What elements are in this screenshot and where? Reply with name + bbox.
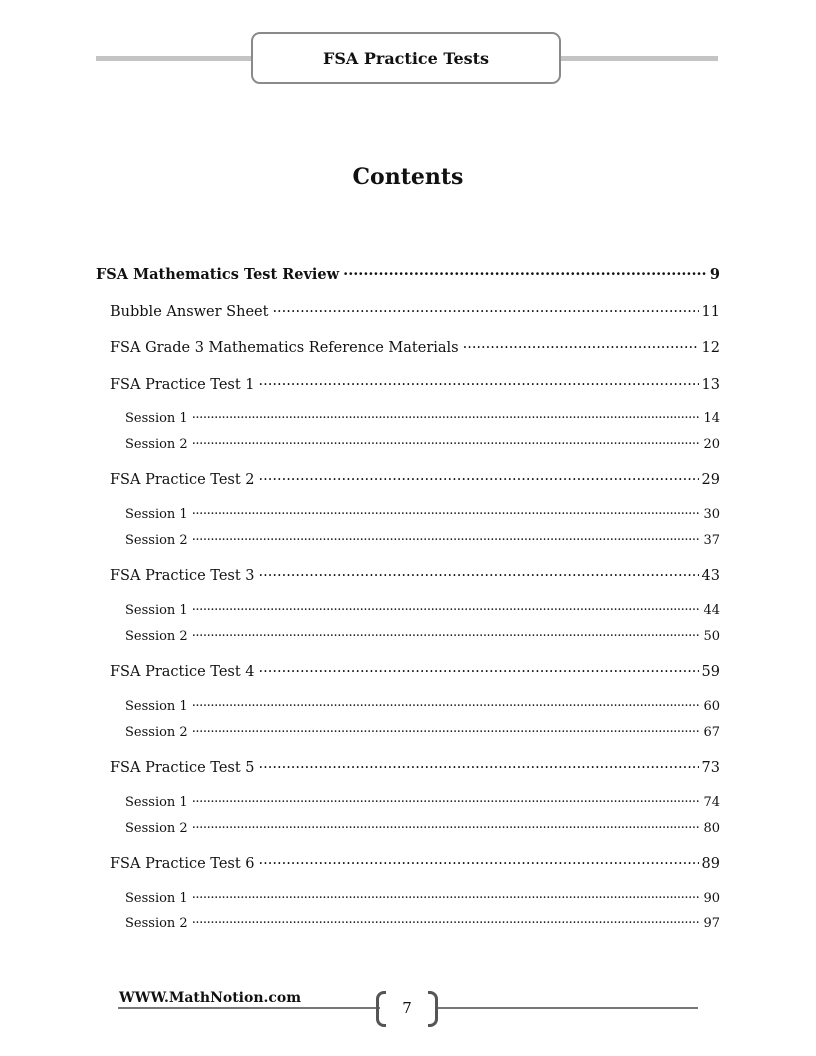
page-title: Contents xyxy=(352,164,464,190)
toc-leader-dots xyxy=(259,853,699,868)
toc-entry-test-3-session-2[interactable] xyxy=(125,627,720,644)
toc-entry-page: 97 xyxy=(703,916,720,931)
header-title: FSA Practice Tests xyxy=(322,48,490,68)
toc-leader-dots xyxy=(192,723,701,736)
toc-entry-practice-test-4[interactable] xyxy=(110,661,720,680)
toc-entry-test-review[interactable] xyxy=(96,264,720,283)
toc-entry-practice-test-3[interactable] xyxy=(110,565,720,584)
toc-entry-label: Session 1 xyxy=(125,699,188,714)
toc-entry-label: Session 2 xyxy=(125,916,188,931)
toc-leader-dots xyxy=(259,469,699,484)
toc-leader-dots xyxy=(272,301,698,316)
toc-entry-label: Session 1 xyxy=(125,891,188,906)
toc-entry-label: FSA Practice Test 2 xyxy=(110,471,255,488)
toc-entry-label: FSA Practice Test 5 xyxy=(110,759,255,776)
toc-entry-test-6-session-1[interactable] xyxy=(125,889,720,906)
page-number: 7 xyxy=(402,999,412,1017)
toc-entry-test-2-session-2[interactable] xyxy=(125,531,720,548)
toc-entry-page: 37 xyxy=(703,533,720,548)
toc-leader-dots xyxy=(192,914,701,927)
toc-entry-practice-test-2[interactable] xyxy=(110,469,720,488)
toc-leader-dots xyxy=(343,264,707,279)
toc-entry-reference-materials[interactable] xyxy=(110,337,720,356)
toc-entry-test-4-session-1[interactable] xyxy=(125,697,720,714)
toc-entry-label: FSA Practice Test 6 xyxy=(110,855,255,872)
toc-entry-test-1-session-1[interactable] xyxy=(125,409,720,426)
toc-entry-page: 60 xyxy=(703,699,720,714)
toc-entry-page: 67 xyxy=(703,725,720,740)
toc-entry-page: 50 xyxy=(703,629,720,644)
header-rule-right xyxy=(561,56,718,61)
footer-rule-right xyxy=(436,1007,698,1009)
toc-entry-page: 73 xyxy=(701,759,720,776)
footer-rule-left xyxy=(118,1007,380,1009)
toc-entry-practice-test-6[interactable] xyxy=(110,853,720,872)
header-rule-left xyxy=(96,56,254,61)
toc-leader-dots xyxy=(192,627,701,640)
toc-entry-page: 80 xyxy=(703,821,720,836)
toc-entry-label: FSA Practice Test 4 xyxy=(110,663,255,680)
toc-entry-label: Session 1 xyxy=(125,603,188,618)
toc-entry-page: 12 xyxy=(701,339,720,356)
toc-entry-label: FSA Grade 3 Mathematics Reference Materials xyxy=(110,339,459,356)
toc-entry-page: 90 xyxy=(703,891,720,906)
toc-entry-page: 14 xyxy=(703,411,720,426)
toc-entry-label: Session 1 xyxy=(125,507,188,522)
toc-entry-page: 30 xyxy=(703,507,720,522)
toc-entry-label: Session 1 xyxy=(125,795,188,810)
toc-leader-dots xyxy=(463,337,699,352)
toc-entry-label: Session 2 xyxy=(125,629,188,644)
toc-leader-dots xyxy=(192,819,701,832)
toc-entry-page: 29 xyxy=(701,471,720,488)
toc-entry-page: 13 xyxy=(701,376,720,393)
toc-entry-label: FSA Practice Test 3 xyxy=(110,567,255,584)
toc-leader-dots xyxy=(259,757,699,772)
toc-entry-practice-test-5[interactable] xyxy=(110,757,720,776)
toc-entry-label: Bubble Answer Sheet xyxy=(110,303,269,320)
footer-website: WWW.MathNotion.com xyxy=(119,990,302,1006)
toc-entry-label: FSA Practice Test 1 xyxy=(110,376,255,393)
toc-leader-dots xyxy=(192,697,701,710)
toc-entry-page: 9 xyxy=(709,265,720,283)
toc-leader-dots xyxy=(259,661,699,676)
toc-entry-page: 44 xyxy=(703,603,720,618)
toc-leader-dots xyxy=(192,793,701,806)
toc-entry-bubble-sheet[interactable] xyxy=(110,301,720,320)
toc-entry-practice-test-1[interactable] xyxy=(110,374,720,393)
toc-entry-test-6-session-2[interactable] xyxy=(125,914,720,931)
toc-entry-page: 59 xyxy=(701,663,720,680)
toc-entry-page: 74 xyxy=(703,795,720,810)
toc-entry-test-1-session-2[interactable] xyxy=(125,435,720,452)
toc-leader-dots xyxy=(192,889,701,902)
footer-bracket-right xyxy=(428,991,438,1027)
toc-entry-page: 43 xyxy=(701,567,720,584)
toc-entry-label: FSA Mathematics Test Review xyxy=(96,265,340,283)
toc-entry-label: Session 2 xyxy=(125,437,188,452)
toc-entry-label: Session 2 xyxy=(125,725,188,740)
toc-entry-test-5-session-1[interactable] xyxy=(125,793,720,810)
toc-leader-dots xyxy=(192,531,701,544)
toc-leader-dots xyxy=(192,601,701,614)
toc-leader-dots xyxy=(259,374,699,389)
toc-entry-label: Session 1 xyxy=(125,411,188,426)
header-box xyxy=(251,32,561,84)
toc-entry-page: 20 xyxy=(703,437,720,452)
toc-entry-test-2-session-1[interactable] xyxy=(125,505,720,522)
toc-leader-dots xyxy=(192,505,701,518)
toc-leader-dots xyxy=(259,565,699,580)
toc-entry-test-5-session-2[interactable] xyxy=(125,819,720,836)
toc-entry-label: Session 2 xyxy=(125,533,188,548)
toc-entry-label: Session 2 xyxy=(125,821,188,836)
toc-entry-page: 89 xyxy=(701,855,720,872)
toc-entry-test-3-session-1[interactable] xyxy=(125,601,720,618)
toc-leader-dots xyxy=(192,435,701,448)
footer-bracket-left xyxy=(376,991,386,1027)
toc-leader-dots xyxy=(192,409,701,422)
toc-entry-page: 11 xyxy=(701,303,720,320)
toc-entry-test-4-session-2[interactable] xyxy=(125,723,720,740)
